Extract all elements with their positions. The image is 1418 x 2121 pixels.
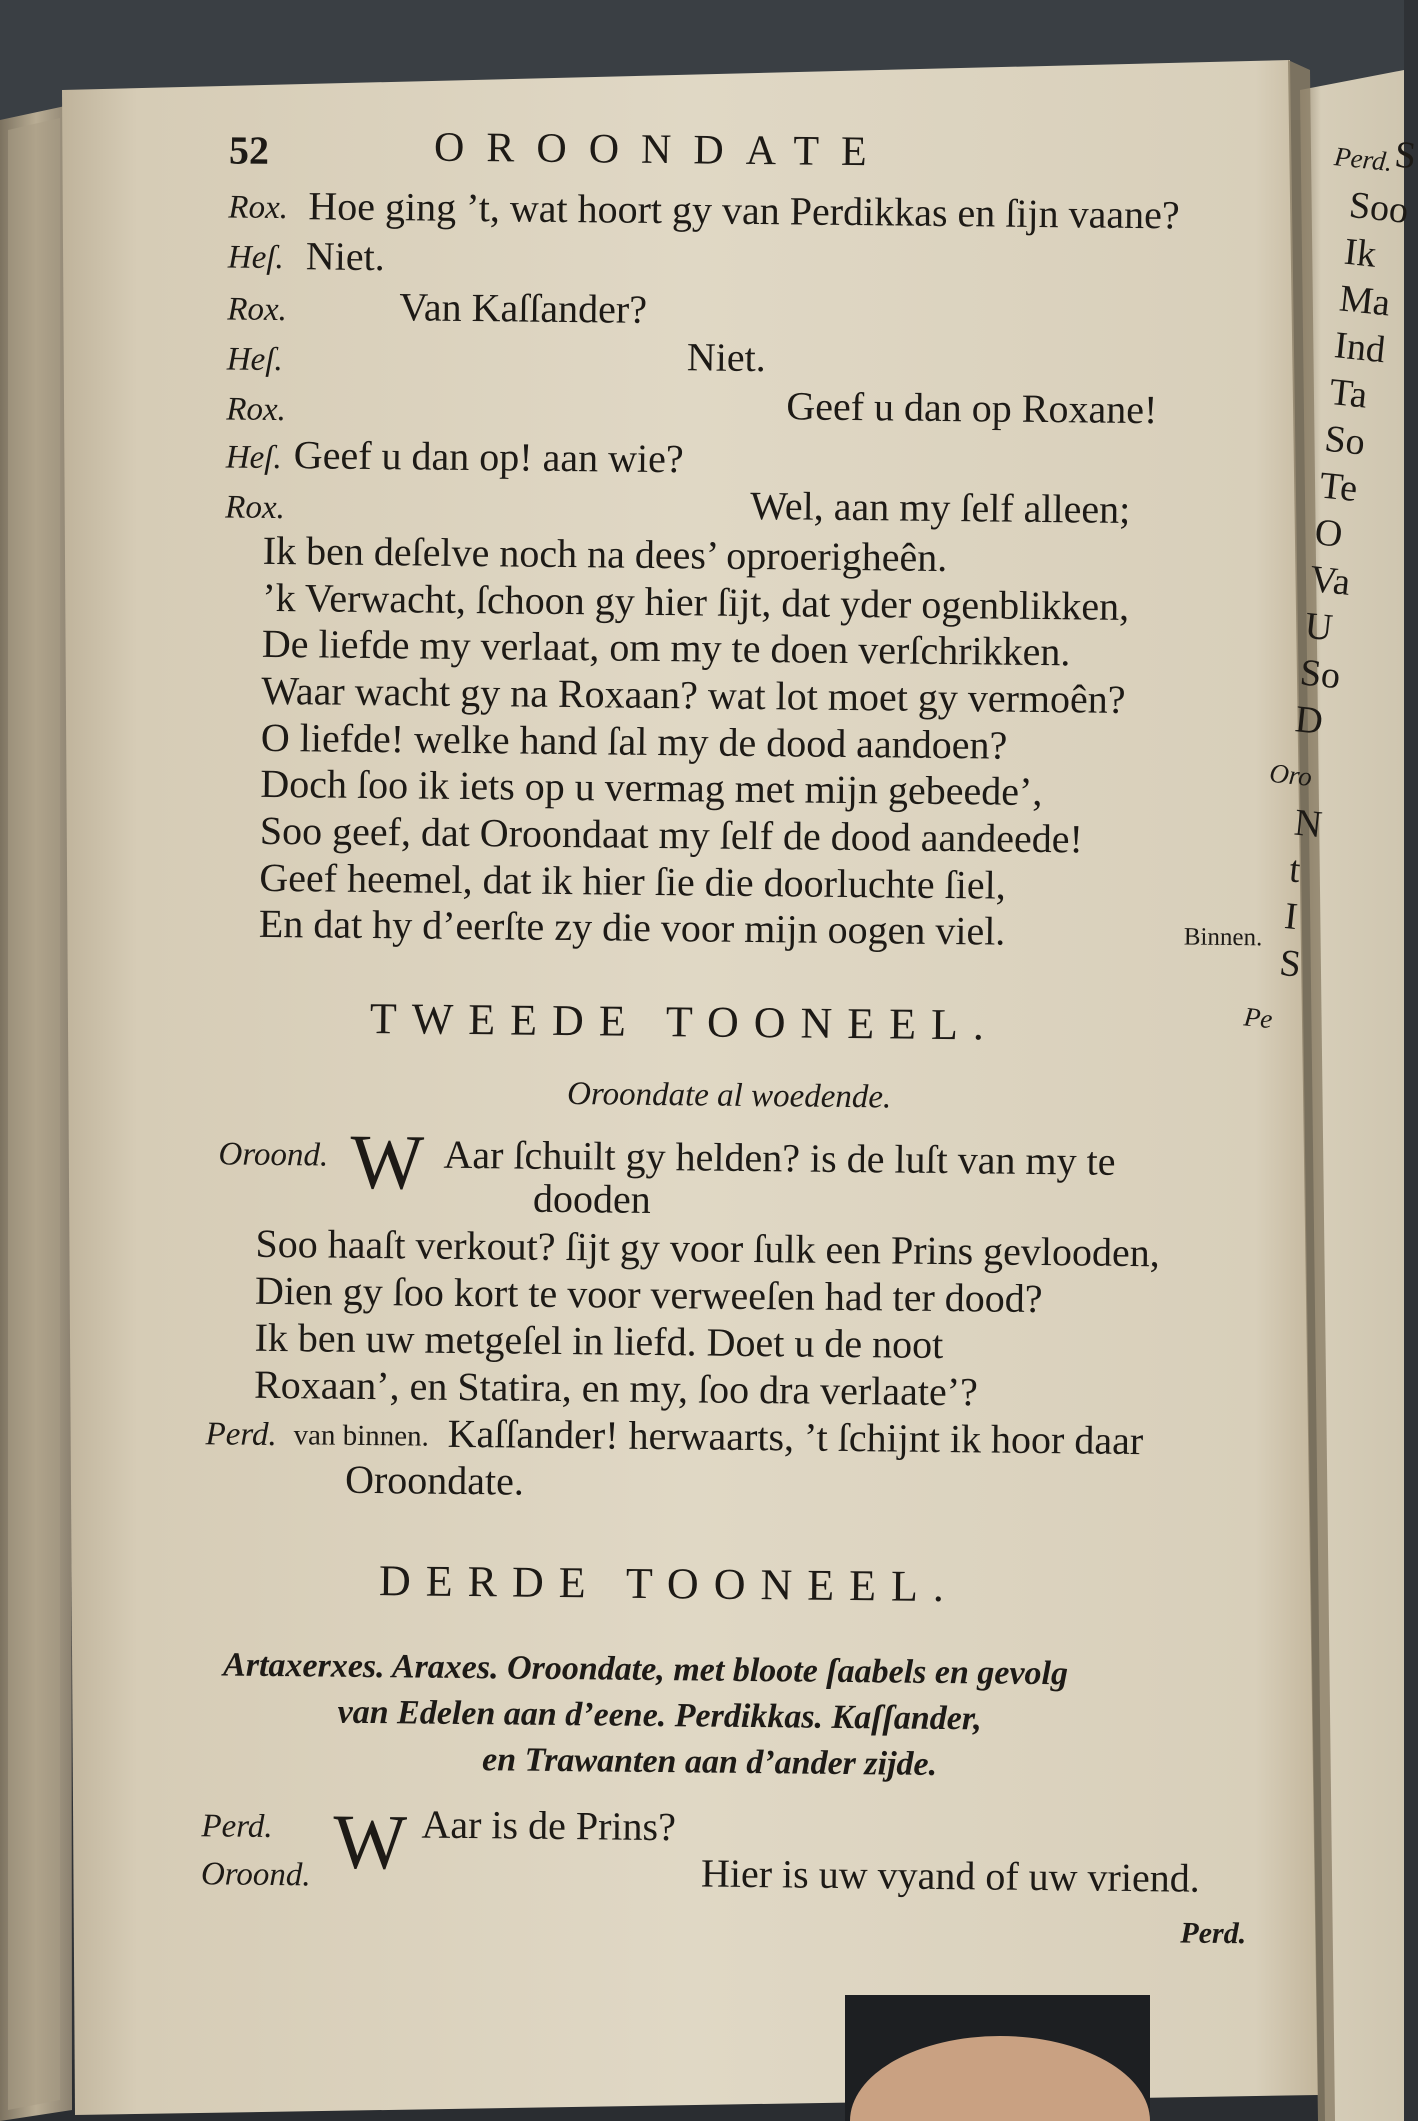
verse-line: Oroondate. — [344, 1456, 525, 1504]
cast-list-line: en Trawanten aan d’ander zijde. — [481, 1741, 938, 1783]
dialogue-line: Geef u dan op! aan wie? — [293, 432, 684, 482]
page-number: 52 — [228, 127, 270, 173]
facing-speaker: Oro — [1268, 757, 1314, 792]
facing-fragment: S — [1392, 133, 1418, 178]
catchword: Perd. — [1180, 1916, 1247, 1951]
speaker-label: Rox. — [228, 189, 289, 227]
verse-line: De liefde my verlaat, om my te doen verſchrikken. — [261, 620, 1071, 675]
dialogue-line: Van Kaſſander? — [399, 284, 648, 332]
speaker-label: Heſ. — [226, 341, 283, 379]
facing-fragment: Va — [1307, 557, 1353, 604]
stage-direction: Oroondate al woedende. — [566, 1076, 892, 1116]
dialogue-line: Geef u dan op Roxane! — [786, 383, 1158, 433]
facing-fragment: I — [1282, 895, 1300, 939]
facing-fragment: So — [1322, 417, 1367, 464]
dialogue-line: Wel, aan my ſelf alleen; — [750, 482, 1131, 532]
scene-heading: TWEEDE TOONEEL. — [369, 993, 1000, 1050]
drop-cap: W — [349, 1117, 425, 1206]
dialogue-line: Niet. — [305, 233, 386, 280]
drop-cap: W — [332, 1797, 408, 1886]
speaker-label: Perd. — [205, 1416, 277, 1454]
facing-fragment: Ma — [1337, 277, 1393, 325]
running-title: OROONDATE — [433, 124, 889, 176]
facing-fragment: Ik — [1342, 230, 1379, 276]
speaker-label: Rox. — [227, 291, 288, 329]
facing-fragment: Te — [1317, 464, 1360, 511]
verse-line: En dat hy d’eerſte zy die voor mijn oogen viel. — [258, 900, 1006, 954]
verse-line: Ik ben deſelve noch na dees’ oproerigheên. — [262, 527, 948, 581]
speaker-label: Heſ. — [227, 239, 284, 277]
facing-speaker: Pe — [1242, 1001, 1274, 1035]
facing-fragment: D — [1293, 698, 1325, 743]
dialogue-line: Niet. — [686, 334, 766, 381]
speaker-label: Rox. — [225, 489, 286, 527]
book-page — [69, 55, 1320, 2068]
facing-fragment: t — [1287, 848, 1303, 892]
facing-fragment: So — [1298, 651, 1343, 698]
verse-line: Aar is de Prins? — [421, 1801, 677, 1850]
stage-note: van binnen. — [293, 1419, 430, 1453]
facing-fragment: U — [1302, 604, 1335, 650]
exit-stage-note: Binnen. — [1183, 923, 1263, 952]
facing-speaker: Perd. — [1332, 141, 1394, 178]
verse-line: Soo haaſt verkout? ſijt gy voor ſulk een Prins gevlooden, — [255, 1220, 1161, 1276]
cast-list-line: Artaxerxes. Araxes. Oroondate, met bloote ſaabels en gevolg — [222, 1646, 1069, 1693]
facing-fragment: Ta — [1327, 370, 1370, 417]
facing-fragment: N — [1292, 801, 1325, 847]
facing-fragment: S — [1277, 941, 1304, 986]
verse-line: O liefde! welke hand ſal my de dood aandoen? — [260, 714, 1008, 768]
speaker-label: Perd. — [201, 1808, 273, 1846]
speaker-label: Oroond. — [200, 1856, 311, 1894]
verse-line: Roxaan’, en Statira, en my, ſoo dra verlaate’? — [253, 1361, 979, 1415]
scene-heading: DERDE TOONEEL. — [378, 1556, 960, 1612]
dialogue-line: Hoe ging ’t, wat hoort gy van Perdikkas en ſijn vaane? — [308, 183, 1180, 238]
speaker-label: Oroond. — [218, 1136, 329, 1174]
verse-line: Hier is uw vyand of uw vriend. — [700, 1850, 1201, 1901]
verse-line: Aar ſchuilt gy helden? is de luſt van my te — [443, 1131, 1116, 1184]
verse-line: Doch ſoo ik iets op u vermag met mijn gebeede’, — [260, 760, 1043, 815]
verse-line: Geef heemel, dat ik hier ſie die doorluchte ſiel, — [259, 854, 1006, 908]
speaker-label: Rox. — [226, 391, 287, 429]
verse-line: Kaſſander! herwaarts, ’t ſchijnt ik hoor daar — [447, 1410, 1144, 1464]
facing-fragment: O — [1312, 511, 1345, 556]
verse-line: Dien gy ſoo kort te voor verweeſen had ter dood? — [254, 1267, 1043, 1322]
cast-list-line: van Edelen aan d’eene. Perdikkas. Kaſſander, — [337, 1693, 982, 1738]
verse-line: Ik ben uw metgeſel in liefd. Doet u de noot — [254, 1314, 944, 1368]
facing-fragment: Ind — [1332, 324, 1388, 372]
facing-fragment: Soo — [1347, 183, 1411, 232]
verse-line: dooden — [532, 1175, 652, 1222]
verse-line: ’k Verwacht, ſchoon gy hier ſijt, dat yder ogenblikken, — [262, 574, 1130, 629]
verse-line: Waar wacht gy na Roxaan? wat lot moet gy vermoên? — [261, 667, 1126, 722]
verse-line: Soo geef, dat Oroondaat my ſelf de dood aandeede! — [259, 807, 1084, 862]
speaker-label: Heſ. — [225, 439, 282, 477]
